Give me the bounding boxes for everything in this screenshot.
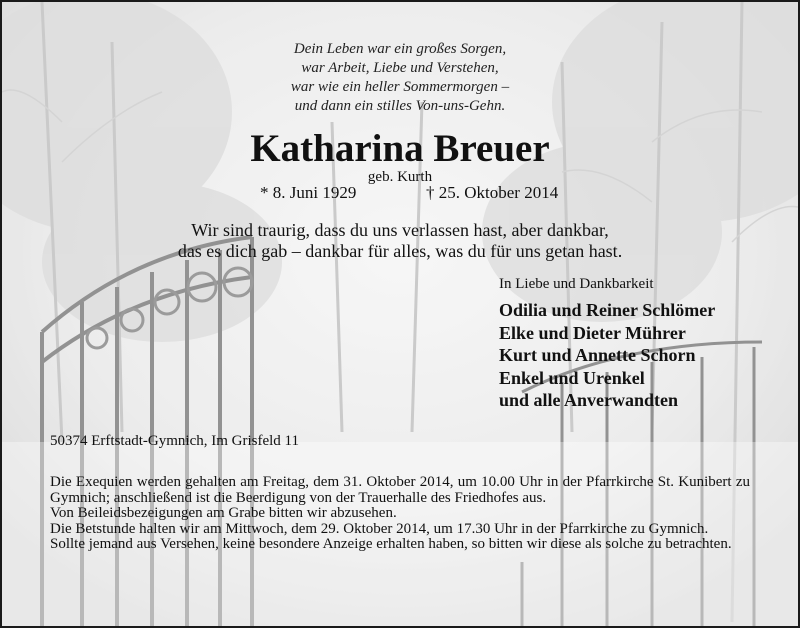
birth-date: * 8. Juni 1929 <box>260 183 357 202</box>
notice-paragraph: Die Exequien werden gehalten am Freitag, dem 31. Oktober 2014, um 10.00 Uhr in der Pfarrkirche St. Kunibert zu Gymnich; anschließend ist die Beerdigung von der Trauerhalle des Friedhofes aus. <box>50 474 750 506</box>
family-list <box>499 299 715 412</box>
signoff: In Liebe und Dankbarkeit <box>499 276 654 292</box>
obituary-content <box>2 2 798 626</box>
condolence-line: das es dich gab – dankbar für alles, was du für uns getan hast. <box>177 241 623 261</box>
notice-paragraph: Die Betstunde halten wir am Mittwoch, dem 29. Oktober 2014, um 17.30 Uhr in der Pfarrkirche zu Gymnich. <box>50 520 709 537</box>
family-member: und alle Anverwandten <box>499 390 679 410</box>
notice-paragraph: Sollte jemand aus Versehen, keine besondere Anzeige erhalten haben, so bitten wir diese als solche zu betrachten. <box>50 536 732 552</box>
condolence-text <box>2 220 798 262</box>
condolence-line: Wir sind traurig, dass du uns verlassen hast, aber dankbar, <box>191 220 609 240</box>
family-member: Enkel und Urenkel <box>499 367 645 388</box>
family-member: Kurt und Annette Schorn <box>499 345 696 365</box>
deceased-name: Katharina Breuer <box>250 127 550 170</box>
death-date: † 25. Oktober 2014 <box>426 183 559 202</box>
family-member: Odilia und Reiner Schlömer <box>499 300 716 320</box>
address: 50374 Erftstadt-Gymnich, Im Grisfeld 11 <box>50 433 299 449</box>
notice-paragraph: Von Beileidsbezeigungen am Grabe bitten wir abzusehen. <box>50 505 397 521</box>
poem <box>2 40 798 116</box>
service-notices <box>50 475 750 553</box>
poem-line: und dann ein stilles Von-uns-Gehn. <box>294 98 506 114</box>
poem-line: war wie ein heller Sommermorgen – <box>290 79 510 95</box>
family-member: Elke und Dieter Mührer <box>499 322 686 343</box>
maiden-name: geb. Kurth <box>367 169 433 185</box>
poem-line: war Arbeit, Liebe und Verstehen, <box>301 60 499 76</box>
poem-line: Dein Leben war ein großes Sorgen, <box>293 41 507 57</box>
